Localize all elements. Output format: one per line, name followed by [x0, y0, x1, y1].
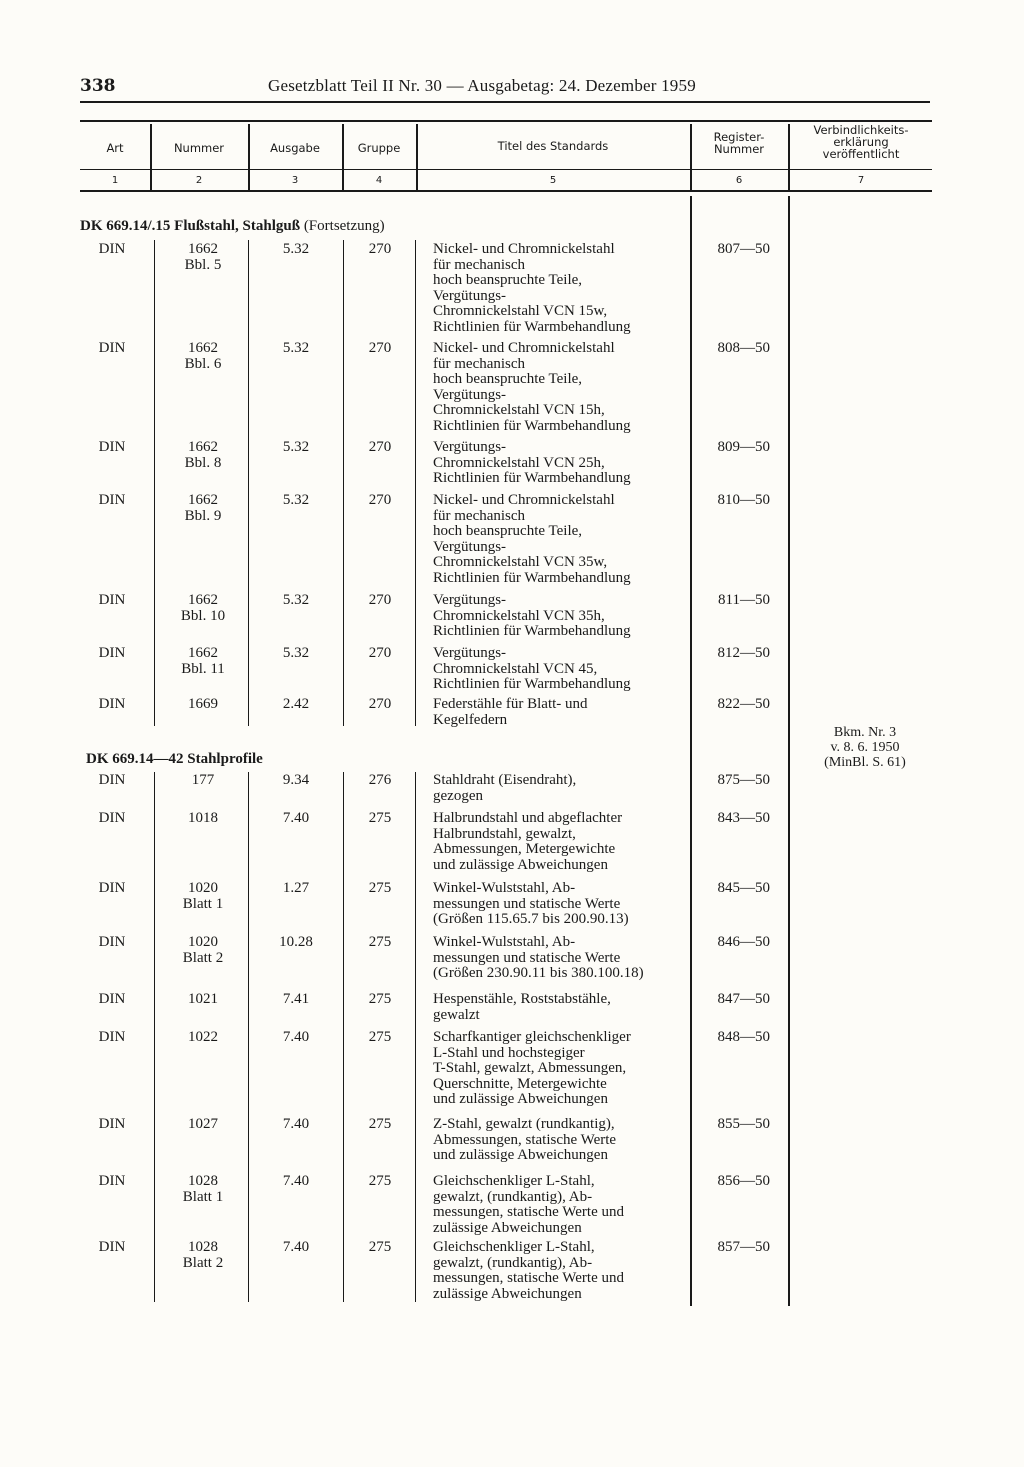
cell-register: 856—50	[717, 1173, 770, 1189]
cell-titel: Z-Stahl, gewalzt (rundkantig), Abmessungen, statische Werte und zulässige Abweichungen	[433, 1116, 617, 1163]
cell-nummer: 1020 Blatt 1	[182, 880, 224, 912]
cell-gruppe: 275	[368, 810, 392, 826]
cell-titel: Winkel-Wulststahl, Ab- messungen und statische Werte (Größen 230.90.11 bis 380.100.18)	[433, 934, 644, 981]
cell-ausgabe: 7.40	[282, 1173, 310, 1189]
cell-ausgabe: 5.32	[282, 340, 310, 356]
cell-art: DIN	[98, 592, 126, 608]
cell-register: 847—50	[717, 991, 770, 1007]
verbindlichkeit-note: Bkm. Nr. 3 v. 8. 6. 1950 (MinBl. S. 61)	[824, 725, 906, 770]
cell-titel: Gleichschenkliger L-Stahl, gewalzt, (rundkantig), Ab- messungen, statische Werte und zulässige Abweichungen	[433, 1173, 624, 1236]
cell-gruppe: 276	[368, 772, 392, 788]
cell-divider	[415, 240, 416, 726]
cell-gruppe: 270	[368, 592, 392, 608]
cell-ausgabe: 1.27	[282, 880, 310, 896]
cell-titel: Vergütungs- Chromnickelstahl VCN 45, Richtlinien für Warmbehandlung	[433, 645, 631, 692]
cell-ausgabe: 7.40	[282, 1116, 310, 1132]
cell-art: DIN	[98, 991, 126, 1007]
column-number: 3	[291, 175, 299, 186]
cell-titel: Vergütungs- Chromnickelstahl VCN 25h, Richtlinien für Warmbehandlung	[433, 439, 631, 486]
column-header-register: Register- Nummer	[713, 130, 765, 156]
cell-titel: Nickel- und Chromnickelstahl für mechanisch hoch beanspruchte Teile, Vergütungs- Chromnickelstahl VCN 15h, Richtlinien für Warmbehandlung	[433, 340, 631, 434]
cell-ausgabe: 5.32	[282, 241, 310, 257]
section-code: DK 669.14/.15	[80, 218, 171, 234]
cell-register: 857—50	[717, 1239, 770, 1255]
cell-nummer: 1669	[188, 696, 218, 712]
cell-art: DIN	[98, 1239, 126, 1255]
cell-titel: Gleichschenkliger L-Stahl, gewalzt, (rundkantig), Ab- messungen, statische Werte und zulässige Abweichungen	[433, 1239, 624, 1302]
cell-ausgabe: 7.40	[282, 810, 310, 826]
cell-register: 875—50	[717, 772, 770, 788]
cell-art: DIN	[98, 1029, 126, 1045]
cell-titel: Halbrundstahl und abgeflachter Halbrundstahl, gewalzt, Abmessungen, Metergewichte und zulässige Abweichungen	[433, 810, 623, 873]
cell-divider	[154, 772, 155, 1302]
page-number: 338	[80, 76, 116, 96]
cell-gruppe: 270	[368, 241, 392, 257]
cell-ausgabe: 9.34	[282, 772, 310, 788]
body-divider	[690, 196, 692, 1306]
cell-art: DIN	[98, 241, 126, 257]
cell-titel: Scharfkantiger gleichschenkliger L-Stahl und hochstegiger T-Stahl, gewalzt, Abmessungen, Querschnitte, Metergewichte und zulässige Abweichungen	[433, 1029, 631, 1107]
column-number: 2	[195, 175, 203, 186]
cell-gruppe: 275	[368, 1173, 392, 1189]
section-heading	[80, 218, 385, 235]
cell-art: DIN	[98, 810, 126, 826]
cell-titel: Winkel-Wulststahl, Ab- messungen und statische Werte (Größen 115.65.7 bis 200.90.13)	[433, 880, 629, 927]
column-header-ausgabe: Ausgabe	[270, 141, 320, 155]
cell-gruppe: 275	[368, 1239, 392, 1255]
table-numbers-rule	[80, 190, 932, 192]
cell-divider	[415, 772, 416, 1302]
cell-gruppe: 270	[368, 645, 392, 661]
cell-nummer: 1021	[188, 991, 218, 1007]
cell-art: DIN	[98, 645, 126, 661]
column-header-verbindlichkeit: Verbindlichkeits- erklärung veröffentlicht	[813, 123, 909, 161]
cell-register: 808—50	[717, 340, 770, 356]
cell-ausgabe: 10.28	[279, 934, 313, 950]
cell-register: 846—50	[717, 934, 770, 950]
cell-nummer: 177	[191, 772, 215, 788]
cell-nummer: 1662 Bbl. 11	[181, 645, 225, 677]
cell-ausgabe: 7.41	[282, 991, 310, 1007]
cell-register: 843—50	[717, 810, 770, 826]
cell-titel: Nickel- und Chromnickelstahl für mechanisch hoch beanspruchte Teile, Vergütungs- Chromnickelstahl VCN 35w, Richtlinien für Warmbehandlung	[433, 492, 631, 586]
table-head-rule	[80, 169, 932, 170]
column-number: 6	[735, 175, 743, 186]
column-number: 4	[375, 175, 383, 186]
cell-gruppe: 270	[368, 696, 392, 712]
section-code: DK 669.14—42	[86, 751, 184, 767]
cell-art: DIN	[98, 696, 126, 712]
cell-ausgabe: 5.32	[282, 439, 310, 455]
cell-divider	[248, 240, 249, 726]
cell-nummer: 1662 Bbl. 8	[184, 439, 222, 471]
cell-nummer: 1028 Blatt 1	[182, 1173, 224, 1205]
cell-nummer: 1028 Blatt 2	[182, 1239, 224, 1271]
cell-titel: Vergütungs- Chromnickelstahl VCN 35h, Richtlinien für Warmbehandlung	[433, 592, 631, 639]
column-header-nummer: Nummer	[173, 141, 225, 155]
cell-ausgabe: 7.40	[282, 1029, 310, 1045]
cell-ausgabe: 5.32	[282, 592, 310, 608]
cell-nummer: 1022	[188, 1029, 218, 1045]
column-number: 7	[857, 175, 865, 186]
column-header-gruppe: Gruppe	[357, 141, 401, 155]
cell-gruppe: 275	[368, 1029, 392, 1045]
cell-titel: Nickel- und Chromnickelstahl für mechanisch hoch beanspruchte Teile, Vergütungs- Chromnickelstahl VCN 15w, Richtlinien für Warmbehandlung	[433, 241, 631, 335]
cell-nummer: 1027	[188, 1116, 218, 1132]
cell-gruppe: 275	[368, 991, 392, 1007]
section-name: Stahlprofile	[187, 751, 263, 767]
cell-nummer: 1662 Bbl. 6	[184, 340, 222, 372]
cell-art: DIN	[98, 340, 126, 356]
column-header-art: Art	[106, 141, 124, 155]
header-rule	[80, 101, 930, 103]
cell-nummer: 1662 Bbl. 5	[184, 241, 222, 273]
cell-divider	[154, 240, 155, 726]
cell-art: DIN	[98, 1116, 126, 1132]
section-heading	[86, 751, 263, 768]
cell-register: 848—50	[717, 1029, 770, 1045]
cell-register: 855—50	[717, 1116, 770, 1132]
cell-register: 822—50	[717, 696, 770, 712]
cell-ausgabe: 5.32	[282, 645, 310, 661]
cell-ausgabe: 2.42	[282, 696, 310, 712]
cell-register: 810—50	[717, 492, 770, 508]
cell-divider	[343, 240, 344, 726]
cell-gruppe: 275	[368, 934, 392, 950]
cell-ausgabe: 7.40	[282, 1239, 310, 1255]
cell-art: DIN	[98, 492, 126, 508]
cell-ausgabe: 5.32	[282, 492, 310, 508]
cell-art: DIN	[98, 934, 126, 950]
running-head: Gesetzblatt Teil II Nr. 30 — Ausgabetag: 24. Dezember 1959	[268, 76, 696, 95]
section-name: Flußstahl, Stahlguß	[174, 218, 301, 234]
column-number: 1	[111, 175, 119, 186]
cell-titel: Federstähle für Blatt- und Kegelfedern	[433, 696, 588, 728]
cell-art: DIN	[98, 1173, 126, 1189]
cell-register: 807—50	[717, 241, 770, 257]
cell-art: DIN	[98, 772, 126, 788]
cell-titel: Stahldraht (Eisendraht), gezogen	[433, 772, 577, 804]
cell-register: 809—50	[717, 439, 770, 455]
cell-art: DIN	[98, 439, 126, 455]
column-number: 5	[549, 175, 557, 186]
body-divider	[788, 196, 790, 1306]
cell-divider	[343, 772, 344, 1302]
cell-register: 812—50	[717, 645, 770, 661]
cell-gruppe: 275	[368, 1116, 392, 1132]
cell-divider	[248, 772, 249, 1302]
cell-art: DIN	[98, 880, 126, 896]
column-header-titel: Titel des Standards	[497, 139, 609, 153]
cell-register: 811—50	[718, 592, 770, 608]
table-top-rule	[80, 120, 932, 122]
cell-gruppe: 275	[368, 880, 392, 896]
cell-gruppe: 270	[368, 340, 392, 356]
cell-nummer: 1662 Bbl. 9	[184, 492, 222, 524]
cell-titel: Hespenstähle, Roststabstähle, gewalzt	[433, 991, 611, 1023]
cell-gruppe: 270	[368, 439, 392, 455]
cell-register: 845—50	[717, 880, 770, 896]
cell-nummer: 1018	[188, 810, 218, 826]
cell-gruppe: 270	[368, 492, 392, 508]
section-suffix: (Fortsetzung)	[303, 218, 385, 234]
cell-nummer: 1662 Bbl. 10	[180, 592, 226, 624]
cell-nummer: 1020 Blatt 2	[182, 934, 224, 966]
